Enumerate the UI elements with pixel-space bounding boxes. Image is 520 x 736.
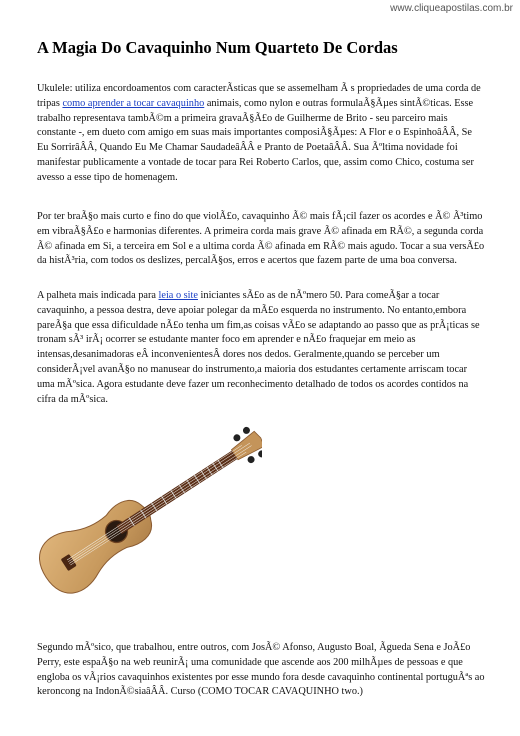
paragraph-text: Ukulele: utiliza encordoamentos com caracterÃsticas que se assemelham Ã s propriedades de uma corda de tripas (37, 83, 481, 109)
paragraph-segundo-musico: Segundo mÃºsico, que trabalhou, entre outros, com JosÃ© Afonso, Augusto Boal, Ãgueda Sena e JoÃ£o Perry, este espaÃ§o na web reunirÃ¡ uma comunidade que ascende aos 200 milhÃµes de pessoas e que engloba os vÃ¡rios cavaquinhos existentes por esse mundo fora desde cavaquinho continental portuguÃªs ao keroncong na IndonÃ©siaâÂÂ. Curso (COMO TOCAR CAVAQUINHO two.) (37, 642, 485, 698)
paragraph-text: animais, como nylon e outras formulaÃ§Ãµes sintÃ©ticas. Esse trabalho representava tambÃ©m a primeira gravaÃ§Ã£o de Guilherme de Brito - seu parceiro mais constante -, em dueto com amigo em suas mais importantes composiÃ§Ãµes: A Flor e o EspinhoâÂÂ, Se Eu SorrirâÂÂ, Quando Eu Me Chamar SaudadeâÂÂ e Pranto de PoetaâÂÂ. Sua Ãºltima novidade foi manifestar publicamente a vontade de tocar para Rei Roberto Carlos, que, assim como Chico, costuma ser avesso a esse tipo de homenagem. (37, 97, 474, 183)
link-como-aprender[interactable]: como aprender a tocar cavaquinho (62, 97, 205, 109)
paragraph-text: iniciantes sÃ£o as de nÃºmero 50. Para comeÃ§ar a tocar cavaquinho, a pessoa destra, deve apoiar polegar da mÃ£o esquerda no instrumento. No entanto,embora pareÃ§a que essa dificuldade nÃ£o tenha um fim,as coisas vÃ£o se adaptando ao passo que as prÃ¡ticas se tronam sÃ³ irÃ¡ ocorrer se estudante manter foco em aprender e nÃ£o fraquejar em meio as intensas,desanimadoras eÂ inconvenientesÂ dores nos dedos. Geralmente,quando se perceber um considerÃ¡vel avanÃ§o no manusear do instrumento,a maioria dos estudantes certamente arriscam tocar uma mÃºsica. Agora estudante deve fazer um reconhecimento detalhado de todos os acordes contidos na cifra da mÃºsica. (37, 290, 480, 405)
paragraph-text: A palheta mais indicada para (37, 290, 159, 301)
page-title: A Magia Do Cavaquinho Num Quarteto De Cordas (37, 38, 398, 57)
ukulele-image (30, 405, 262, 603)
site-watermark: www.cliqueapostilas.com.br (390, 3, 513, 14)
ukulele-illustration (30, 405, 262, 603)
paragraph-braco: Por ter braÃ§o mais curto e fino do que violÃ£o, cavaquinho Ã© mais fÃ¡cil fazer os acordes e Ã© Ã³timo em vibraÃ§Ã£o e harmonias diferentes. A primeira corda mais grave Ã© afinada em RÃ©, a segunda corda Ã© afinada em Si, a terceira em Sol e a ultima corda Ã© afinada em RÃ© mais agudo. Tocar a sua versÃ£o da histÃ³ria, com todos os deslizes, percalÃ§os, erros e acertos que fazem parte de uma boa conversa. (37, 211, 485, 267)
link-leia-o-site[interactable]: leia o site (158, 290, 198, 301)
paragraph-palheta (37, 289, 485, 407)
paragraph-ukulele (37, 82, 485, 186)
